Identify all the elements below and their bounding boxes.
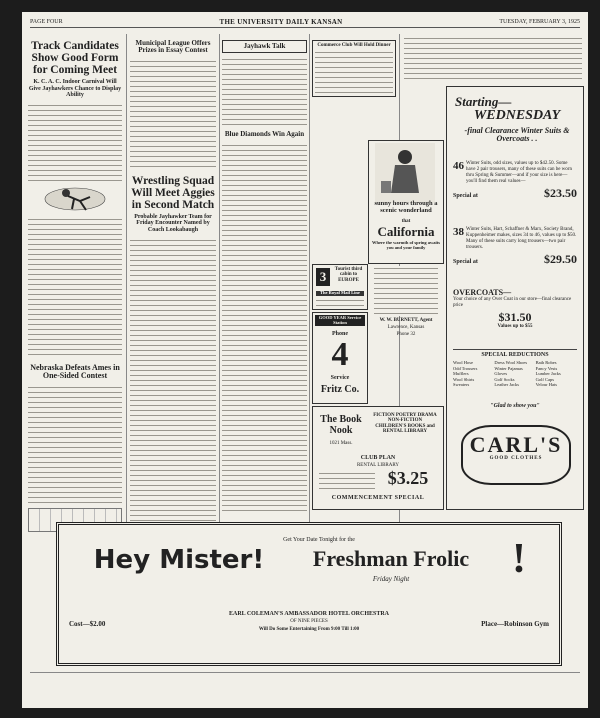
california-name: California [377, 224, 435, 239]
reduction-item: Wool Shirts [453, 376, 475, 382]
europe-line: The Royal Mail Line [316, 291, 364, 296]
headline-jayhawk-talk: Jayhawk Talk [222, 40, 307, 53]
article-body [28, 217, 122, 359]
california-ad [368, 140, 444, 264]
california-sunny: sunny hours through a scenic wonderland [374, 200, 438, 214]
booknook-commencement: COMMENCEMENT SPECIAL [331, 495, 425, 501]
newspaper-page [22, 12, 588, 708]
commerce-notice [312, 40, 396, 97]
frolic-orchestra: EARL COLEMAN'S AMBASSADOR HOTEL ORCHESTRA [228, 611, 390, 617]
column-4 [312, 34, 396, 97]
booknook-price: $3.25 [387, 468, 429, 488]
headline-municipal: Municipal League Offers Prizes in Essay Contest [135, 39, 211, 55]
column-rule [126, 34, 127, 534]
overcoats-title: OVERCOATS— [453, 288, 512, 297]
headline-wrestling: Wrestling Squad Will Meet Aggies in Second Match [131, 174, 215, 211]
carls-logo [461, 425, 571, 485]
carls-reductions [453, 349, 577, 388]
fritz-name: Fritz Co. [320, 384, 360, 395]
europe-ad [312, 264, 368, 310]
carls-logo-sub: GOOD CLOTHES [489, 456, 543, 462]
article-body [222, 143, 307, 513]
column-rule [309, 34, 310, 534]
booknook-body [319, 471, 375, 489]
reduction-item: Golf Socks [494, 376, 515, 382]
california-tagline: Where the warmth of spring awaits you and your family [371, 240, 441, 250]
carls-special: Special at [453, 259, 478, 265]
fritz-service: Service [330, 375, 350, 381]
carls-logo-text: CARL'S [469, 432, 563, 457]
booknook-fiction: FICTION POETRY DRAMA NON-FICTION CHILDREN'S BOOKS and RENTAL LIBRARY [373, 413, 437, 434]
booknook-title: The Book Nook [320, 414, 362, 436]
carls-special: Special at [453, 193, 478, 199]
traveler-illustration [375, 143, 435, 203]
carls-starting: Starting— [455, 94, 512, 109]
reduction-item: Fancy Vests [535, 365, 558, 371]
reduction-item: Sweaters [453, 382, 470, 388]
headline-blue-diamonds: Blue Diamonds Win Again [224, 130, 305, 139]
overcoats-values: Values up to $55 [497, 323, 533, 329]
booknook-rental: RENTAL LIBRARY [356, 463, 400, 468]
article-body [130, 59, 216, 171]
frolic-get-date: Get Your Date Tonight for the [283, 537, 355, 543]
frolic-exclaim: ! [512, 536, 526, 582]
fritz-ad [312, 312, 368, 404]
california-city: Lawrence, Kansas [387, 325, 425, 330]
europe-body [316, 298, 364, 307]
notice-body [315, 50, 393, 94]
reduction-item: Lumber Jacks [535, 371, 561, 377]
article-body [222, 57, 307, 127]
california-phone: Phone 32 [396, 332, 416, 337]
carls-price: $29.50 [544, 252, 577, 266]
masthead [30, 17, 580, 28]
carls-item-count: 46 [453, 160, 464, 172]
carls-glad: "Glad to show you" [490, 403, 540, 409]
paper-title: THE UNIVERSITY DAILY KANSAN [219, 18, 343, 26]
carls-item-count: 38 [453, 226, 464, 238]
frolic-title: Freshman Frolic [312, 546, 470, 571]
carls-item-text: Winter Suits, odd sizes, values up to $42.50. Some have 2 pair trousers, many of these suits can be worn thru Spring & Summer—and if your size is here—you'll find them real values— [466, 161, 572, 184]
headline-nebraska: Nebraska Defeats Ames in One-Sided Contest [30, 362, 120, 381]
california-ad-body [374, 266, 438, 316]
reduction-item: Bath Robes [535, 360, 557, 366]
article-body [28, 385, 122, 505]
column-1 [28, 34, 122, 532]
subhead-track: K. C. A. C. Indoor Carnival Will Give Jayhawkers Chance to Display Ability [28, 79, 122, 99]
column-2 [130, 34, 216, 538]
reduction-item: Gloves [494, 371, 508, 377]
frolic-nine: OF NINE PIECES [290, 619, 328, 624]
reductions-list [453, 360, 577, 388]
book-nook-ad [312, 406, 444, 510]
booknook-address: 1021 Mass. [329, 441, 353, 446]
europe-title: Tourist third cabin to EUROPE [334, 267, 363, 283]
carls-price: $23.50 [544, 186, 577, 200]
carls-final: -final Clearance Winter Suits & Overcoats . . [464, 126, 570, 144]
reduction-item: Mufflers [453, 371, 469, 377]
column-3 [222, 34, 307, 513]
subhead-wrestling: Probable Jayhawker Team for Friday Encounter Named by Coach Lookabaugh [134, 213, 212, 234]
article-body [404, 36, 582, 82]
fritz-phone-label: Phone [331, 331, 348, 337]
fritz-number: 4 [331, 336, 349, 373]
frolic-hey-mister: Hey Mister! [93, 545, 265, 575]
column-rule [219, 34, 220, 534]
europe-number: 3 [316, 268, 330, 286]
frolic-friday: Friday Night [372, 575, 410, 583]
carls-overcoats [453, 289, 577, 329]
reduction-item: Odd Trousers [453, 365, 478, 371]
carls-wednesday: WEDNESDAY [473, 108, 561, 123]
page-number: PAGE FOUR [30, 19, 63, 25]
fritz-top: GOOD YEAR Service Station [315, 315, 365, 326]
reduction-item: Winter Pajamas [494, 365, 523, 371]
overcoats-price: $31.50 [498, 310, 532, 325]
reduction-item: Wool Hose [453, 360, 474, 366]
overcoats-text: Your choice of any Over Coat in our store—final clearance price [453, 297, 572, 309]
frolic-place: Place—Robinson Gym [481, 620, 549, 628]
issue-date: TUESDAY, FEBRUARY 3, 1925 [499, 19, 580, 25]
carls-item-text: Winter Suits, Hart, Schaffner & Marx, Society Brand, Kuppenheimer makes, sizes 34 to 46, values up to $50. Many of these suits carry long trousers—two pair trousers. [466, 227, 577, 250]
reduction-item: Velour Hats [535, 382, 558, 388]
page-bottom-rule [30, 672, 580, 673]
carls-ad [446, 86, 584, 510]
reduction-item: Leather Jacks [494, 382, 519, 388]
california-that: that [401, 219, 411, 224]
runner-illustration [28, 183, 122, 215]
reductions-title: SPECIAL REDUCTIONS [481, 352, 549, 358]
notice-headline: Commerce Club Will Hold Dinner [317, 43, 391, 48]
article-body [28, 103, 122, 181]
reduction-item: Golf Caps [535, 376, 555, 382]
carls-item [453, 227, 577, 266]
headline-track: Track Candidates Show Good Form for Coming Meet [31, 40, 119, 77]
article-body [130, 238, 216, 538]
carls-item [453, 161, 577, 200]
booknook-club: CLUB PLAN [360, 455, 396, 461]
california-agent: W. W. BURNETT, Agent [379, 318, 433, 323]
frolic-will: Will Do Some Entertaining From 9:00 Till 1:00 [258, 627, 360, 632]
freshman-frolic-ad [56, 522, 562, 666]
frolic-cost: Cost—$2.00 [69, 620, 106, 628]
reduction-item: Dress Wool Shoes [494, 360, 528, 366]
